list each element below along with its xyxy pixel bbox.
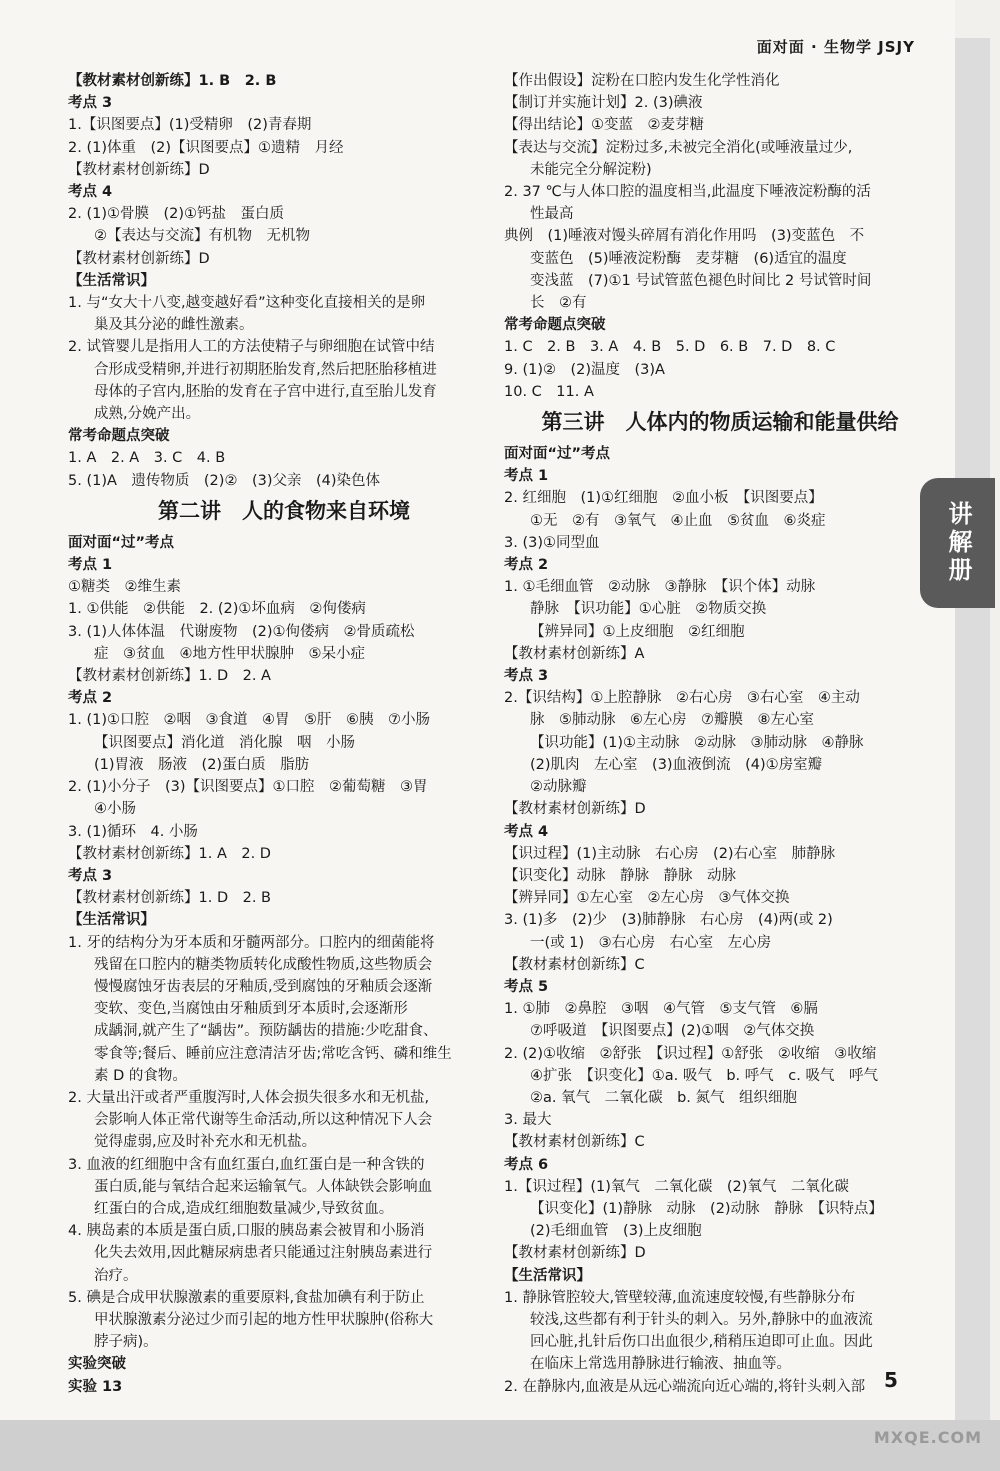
text-line: 脉 ⑤肺动脉 ⑥左心房 ⑦瓣膜 ⑧左心室: [530, 712, 814, 729]
text-line: 合形成受精卵,并进行初期胚胎发育,然后把胚胎移植进: [94, 361, 437, 378]
text-line: 5. 碘是合成甲状腺激素的重要原料,食盐加碘有利于防止: [68, 1289, 425, 1306]
subheading-line: 考点 6: [504, 1156, 549, 1173]
text-line: 1. (1)①口腔 ②咽 ③食道 ④胃 ⑤肝 ⑥胰 ⑦小肠: [68, 712, 430, 729]
text-line: 在临床上常选用静脉进行输液、抽血等。: [530, 1356, 791, 1373]
text-line: 【教材素材创新练】A: [504, 645, 645, 662]
subheading-line: 面对面“过”考点: [504, 446, 611, 463]
text-line: 静脉 【识功能】①心脏 ②物质交换: [530, 601, 767, 618]
text-line: 1. 静脉管腔较大,管壁较薄,血流速度较慢,有些静脉分布: [504, 1289, 856, 1306]
text-line: 变浅蓝 (7)①1 号试管蓝色褪色时间比 2 号试管时间: [530, 272, 872, 289]
text-line: 母体的子宫内,胚胎的发育在子宫中进行,直至胎儿发育: [94, 383, 437, 400]
text-line: 典例 (1)唾液对馒头碎屑有消化作用吗 (3)变蓝色 不: [504, 228, 865, 245]
text-line: 【识过程】(1)主动脉 右心房 (2)右心室 肺静脉: [504, 845, 836, 862]
subheading-line: 【生活常识】: [504, 1267, 591, 1284]
text-line: 1. ①肺 ②鼻腔 ③咽 ④气管 ⑤支气管 ⑥膈: [504, 1001, 818, 1018]
text-line: 3. 最大: [504, 1112, 552, 1129]
text-line: 2. (1)①骨膜 (2)①钙盐 蛋白质: [68, 206, 285, 223]
subheading-line: 【教材素材创新练】1. B 2. B: [68, 73, 277, 89]
text-line: 2. 大量出汗或者严重腹泻时,人体会损失很多水和无机盐,: [68, 1089, 430, 1106]
text-line: 9. (1)② (2)温度 (3)A: [504, 361, 665, 378]
subheading-line: 【生活常识】: [68, 272, 155, 289]
subheading-line: 常考命题点突破: [68, 428, 170, 445]
text-line: ②【表达与交流】有机物 无机物: [94, 228, 310, 245]
text-line: 【教材素材创新练】1. A 2. D: [68, 845, 271, 862]
text-line: 2. (1)体重 (2)【识图要点】①遗精 月经: [68, 139, 344, 156]
text-line: 【辨异同】①上皮细胞 ②红细胞: [530, 623, 745, 640]
text-line: 1.【识过程】(1)氧气 二氧化碳 (2)氧气 二氧化碳: [504, 1178, 849, 1195]
text-line: 4. 胰岛素的本质是蛋白质,口服的胰岛素会被胃和小肠消: [68, 1223, 425, 1240]
text-line: 变蓝色 (5)唾液淀粉酶 麦芽糖 (6)适宜的温度: [530, 250, 847, 267]
subheading-line: 考点 2: [68, 690, 113, 707]
text-line: 1. 与“女大十八变,越变越好看”这种变化直接相关的是卵: [68, 295, 426, 312]
watermark-text: MXQE.COM: [873, 1428, 982, 1447]
text-line: 【教材素材创新练】1. D 2. A: [68, 668, 271, 685]
text-line: 脖子病)。: [94, 1334, 158, 1351]
text-line: 变软、变色,当腐蚀由牙釉质到牙本质时,会逐渐形: [94, 1001, 408, 1018]
text-line: (2)肌肉 左心室 (3)血液倒流 (4)①房室瓣: [530, 756, 823, 773]
text-line: 3. (1)循环 4. 小肠: [68, 823, 198, 840]
text-line: 【教材素材创新练】D: [504, 1245, 646, 1262]
text-line: 【得出结论】①变蓝 ②麦芽糖: [504, 117, 704, 134]
text-line: 【作出假设】淀粉在口腔内发生化学性消化: [504, 73, 780, 89]
page-header: 面对面 · 生物学 JSJY: [756, 38, 915, 56]
text-line: 零食等;餐后、睡前应注意清洁牙齿;常吃含钙、磷和维生: [94, 1045, 452, 1062]
text-line: 2. (1)小分子 (3)【识图要点】①口腔 ②葡萄糖 ③胃: [68, 779, 428, 796]
text-line: 2.【识结构】①上腔静脉 ②右心房 ③右心室 ④主动: [504, 690, 860, 707]
text-line: 会影响人体正常代谢等生命活动,所以这种情况下人会: [94, 1112, 433, 1129]
subheading-line: 考点 5: [504, 978, 549, 995]
text-line: 回心脏,扎针后伤口出血很少,稍稍压迫即可止血。因此: [530, 1334, 873, 1351]
section-title: 第三讲 人体内的物质运输和能量供给: [541, 410, 899, 435]
text-line: 3. (1)人体体温 代谢废物 (2)①佝偻病 ②骨质疏松: [68, 623, 415, 640]
right-column: [504, 70, 936, 1398]
text-line: 1. ①供能 ②供能 2. (2)①坏血病 ②佝偻病: [68, 601, 366, 618]
subheading-line: 考点 4: [504, 823, 549, 840]
text-line: 慢慢腐蚀牙齿表层的牙釉质,受到腐蚀的牙釉质会逐渐: [94, 978, 433, 995]
subheading-line: 考点 4: [68, 184, 113, 201]
page-number: 5: [884, 1368, 898, 1392]
text-line: 1.【识图要点】(1)受精卵 (2)青春期: [68, 117, 312, 134]
text-line: 巢及其分泌的雌性激素。: [94, 317, 254, 334]
subheading-line: 考点 2: [504, 557, 549, 574]
subheading-line: 实验 13: [68, 1378, 123, 1395]
text-line: (1)胃液 肠液 (2)蛋白质 脂肪: [94, 756, 310, 773]
text-line: 2. 试管婴儿是指用人工的方法使精子与卵细胞在试管中结: [68, 339, 435, 356]
text-line: ②动脉瓣: [530, 779, 587, 796]
text-line: 5. (1)A 遗传物质 (2)② (3)父亲 (4)染色体: [68, 472, 381, 489]
text-line: 素 D 的食物。: [94, 1067, 187, 1084]
text-line: 【制订并实施计划】2. (3)碘液: [504, 95, 703, 112]
text-line: 成龋洞,就产生了“龋齿”。预防龋齿的措施:少吃甜食、: [94, 1023, 438, 1040]
text-line: 3. (1)多 (2)少 (3)肺静脉 右心房 (4)两(或 2): [504, 912, 833, 929]
text-line: 【教材素材创新练】1. D 2. B: [68, 890, 271, 907]
subheading-line: 实验突破: [68, 1356, 126, 1373]
text-line: 【识图要点】消化道 消化腺 咽 小肠: [94, 734, 355, 751]
subheading-line: 【生活常识】: [68, 912, 155, 929]
text-line: 【辨异同】①左心室 ②左心房 ③气体交换: [504, 890, 790, 907]
text-line: ②a. 氧气 二氧化碳 b. 氮气 组织细胞: [530, 1089, 798, 1106]
text-line: 2. 红细胞 (1)①红细胞 ②血小板 【识图要点】: [504, 490, 823, 507]
text-line: 治疗。: [94, 1267, 138, 1284]
text-line: 一(或 1) ③右心房 右心室 左心房: [530, 934, 772, 951]
text-line: 觉得虚弱,应及时补充水和无机盐。: [94, 1134, 317, 1151]
subheading-line: 考点 3: [68, 867, 113, 884]
text-line: 【教材素材创新练】C: [504, 1134, 645, 1151]
section-title: 第二讲 人的食物来自环境: [158, 498, 410, 523]
subheading-line: 常考命题点突破: [504, 317, 606, 334]
text-line: 【表达与交流】淀粉过多,未被完全消化(或唾液量过少,: [504, 139, 853, 156]
subheading-line: 考点 3: [68, 95, 113, 112]
text-line: 3. (3)①同型血: [504, 534, 600, 551]
subheading-line: 考点 1: [504, 468, 549, 485]
text-line: 较浅,这些都有利于针头的刺入。另外,静脉中的血液流: [530, 1311, 873, 1328]
text-line: 成熟,分娩产出。: [94, 406, 201, 423]
text-line: (2)毛细血管 (3)上皮细胞: [530, 1223, 702, 1240]
text-line: 10. C 11. A: [504, 383, 594, 400]
left-column: [68, 70, 500, 1398]
text-line: 1. 牙的结构分为牙本质和牙髓两部分。口腔内的细菌能将: [68, 934, 435, 951]
text-line: 未能完全分解淀粉): [530, 161, 652, 178]
text-line: 长 ②有: [530, 295, 587, 312]
text-line: ④小肠: [94, 801, 136, 818]
text-line: 1. A 2. A 3. C 4. B: [68, 450, 226, 467]
text-line: 1. ①毛细血管 ②动脉 ③静脉 【识个体】动脉: [504, 579, 816, 596]
text-line: 症 ③贫血 ④地方性甲状腺肿 ⑤呆小症: [94, 645, 365, 662]
text-line: 【教材素材创新练】D: [504, 801, 646, 818]
text-line: 2. (2)①收缩 ②舒张 【识过程】①舒张 ②收缩 ③收缩: [504, 1045, 877, 1062]
side-tab-label: 讲解册: [920, 478, 995, 608]
text-line: 【教材素材创新练】D: [68, 250, 210, 267]
text-line: 【教材素材创新练】C: [504, 956, 645, 973]
text-line: 红蛋白的合成,造成红细胞数量减少,导致贫血。: [94, 1200, 394, 1217]
subheading-line: 面对面“过”考点: [68, 534, 175, 551]
subheading-line: 考点 1: [68, 557, 113, 574]
text-line: 【识变化】动脉 静脉 静脉 动脉: [504, 867, 736, 884]
text-line: 蛋白质,能与氧结合起来运输氧气。人体缺铁会影响血: [94, 1178, 433, 1195]
text-line: ⑦呼吸道 【识图要点】(2)①咽 ②气体交换: [530, 1023, 815, 1040]
text-line: 【识功能】(1)①主动脉 ②动脉 ③肺动脉 ④静脉: [530, 734, 864, 751]
text-line: ①糖类 ②维生素: [68, 579, 181, 596]
text-line: ④扩张 【识变化】①a. 吸气 b. 呼气 c. 吸气 呼气: [530, 1067, 878, 1084]
text-line: 1. C 2. B 3. A 4. B 5. D 6. B 7. D 8. C: [504, 339, 836, 356]
text-line: 3. 血液的红细胞中含有血红蛋白,血红蛋白是一种含铁的: [68, 1156, 425, 1173]
text-line: 化失去效用,因此糖尿病患者只能通过注射胰岛素进行: [94, 1245, 433, 1262]
text-line: 2. 37 ℃与人体口腔的温度相当,此温度下唾液淀粉酶的活: [504, 184, 871, 201]
text-line: 甲状腺激素分泌过少而引起的地方性甲状腺肿(俗称大: [94, 1311, 434, 1328]
text-line: 2. 在静脉内,血液是从远心端流向近心端的,将针头刺入部: [504, 1378, 866, 1395]
right-margin-strip: [955, 38, 990, 1423]
text-line: 【识变化】(1)静脉 动脉 (2)动脉 静脉 【识特点】: [530, 1200, 883, 1217]
text-line: 【教材素材创新练】D: [68, 161, 210, 178]
subheading-line: 考点 3: [504, 668, 549, 685]
bottom-band: [0, 1420, 1000, 1471]
text-line: 残留在口腔内的糖类物质转化成酸性物质,这些物质会: [94, 956, 433, 973]
text-line: 性最高: [530, 206, 574, 223]
text-line: ①无 ②有 ③氧气 ④止血 ⑤贫血 ⑥炎症: [530, 512, 826, 529]
